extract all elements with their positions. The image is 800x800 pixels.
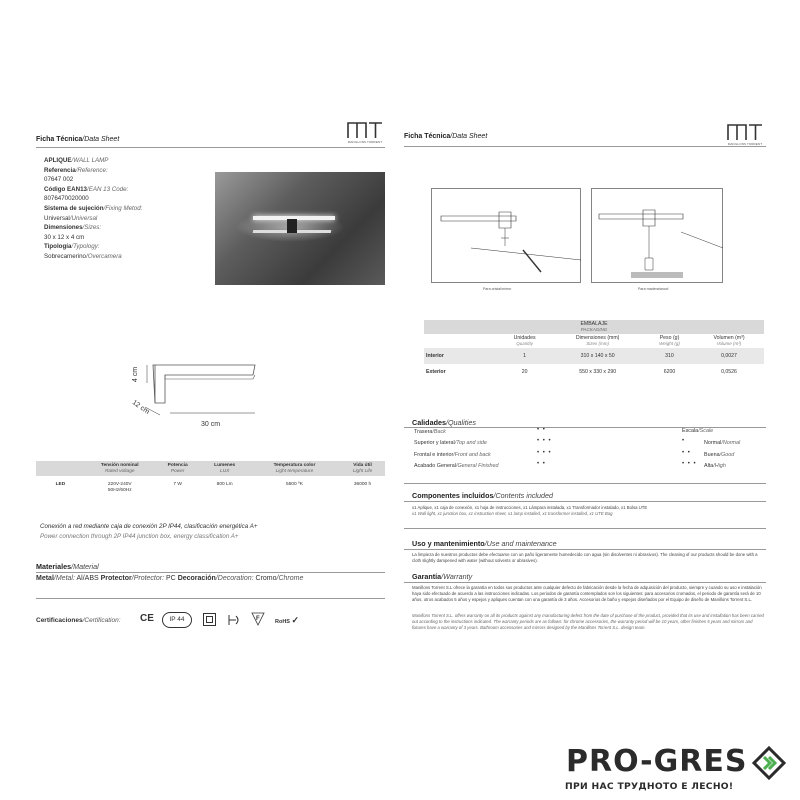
ip44-badge: IP 44 (162, 612, 192, 628)
maintenance-title: Uso y mantenimiento/Use and maintenance (412, 539, 557, 548)
scale-high: Alta/High (704, 463, 726, 469)
pk-th-weight: Peso (g) Weight (g) (659, 335, 680, 346)
maintenance-text: La limpieza de nuestros productos debe efectuarse con un paño ligeramente humedecido con agua (sin disolventes ni abrasivos). The cleaning of our products should be done with a cloth slightly dampened with water (without solvents or abrasives). (412, 552, 758, 563)
logo-subtitle: MANILLONS TORRENT (347, 140, 383, 144)
typology-label: Tipología/Typology: (44, 243, 100, 251)
ref-label: Referencia/Reference: (44, 166, 108, 174)
maintenance-rule (404, 549, 766, 550)
progres-tagline: ПРИ НАС ТРУДНОТО Е ЛЕСНО! (565, 781, 734, 792)
progres-logo-icon (752, 746, 786, 780)
fixing-value: Universal/Universal (44, 214, 98, 222)
materials-title: Materiales/Material (36, 562, 99, 571)
sizes-label: Dimensiones/Sizes: (44, 224, 102, 232)
right-header-rule (404, 146, 766, 147)
ean-label: Código EAN13/EAN 13 Code: (44, 185, 129, 193)
product-photo (215, 172, 385, 285)
fixing-label: Sistema de sujeción/Fixing Metod: (44, 204, 143, 212)
dim-width: 30 cm (201, 421, 221, 428)
product-info (44, 156, 142, 262)
f-mark-icon (250, 611, 266, 627)
dim-depth: 12 cm (130, 399, 151, 416)
th-voltage: Tensión nominal Rated voltage (85, 461, 155, 476)
ref-value: 07647 002 (44, 176, 74, 184)
install-mirror-drawing (431, 188, 581, 283)
right-brand-logo (725, 122, 765, 148)
quality-back: Trasera/Back (414, 429, 446, 435)
spec-table-row: LED 220V-240V 50Hz/60Hz 7 W 800 Lm 5500 ºK 36000 h (55, 482, 372, 493)
quality-front: Frontal e interior/Front and back (414, 452, 491, 458)
materials-line: Metal/Metal: Al/ABS Protector/Protector: PC Decoración/Decoration: Cromo/Chrome (36, 575, 304, 582)
caption-wood: Para madera/wood (638, 287, 669, 291)
materials-rule (36, 572, 385, 573)
components-top-rule (404, 483, 766, 484)
connection-en: Power connection through 2P IP44 junction box, energy classification A+ (40, 533, 239, 540)
quality-back-dots: • • (537, 427, 546, 433)
ce-mark-icon: CE (140, 613, 154, 624)
th-life: Vida útil Light Life (340, 461, 385, 476)
components-es: x1 Aplique, x1 caja de conexión, x1 hoja de instrucciones, x1 Lámpara instalada, x1 Transformador instalado, x1 Bolsa UTE (412, 505, 648, 510)
left-header-rule (36, 147, 385, 148)
packaging-table (424, 320, 764, 380)
progres-brand: PRO-GRES (566, 744, 748, 779)
scale-high-dots: • • • (682, 461, 697, 467)
sizes-value: 30 x 12 x 4 cm (44, 233, 85, 241)
packaging-header (424, 334, 764, 348)
logo-subtitle: MANILLONS TORRENT (727, 142, 763, 146)
warranty-en: Manillons Torrent S.L. offers warranty on all its products against any manufacturing defect from the date of purchase of the product, provided that its use and installation has been carried out according to the instructions indicated. The warranty periods are as follows: for chrome accessories, the warranty period will be 10 years, other finishes 5 years and mirrors and fixtures have a warranty of 3 years. Bathroom accessories and mirrors designed by the Manillons Torrent S.L. design team. (412, 613, 764, 630)
packaging-row-exterior: Exterior 20 550 x 330 x 290 6200 0,0526 (426, 369, 737, 375)
pk-th-qty: Unidades Quantity (513, 335, 536, 346)
quality-general-dots: • • (537, 461, 546, 467)
quality-general: Acabado General/General Finished (414, 463, 499, 469)
typology-value: Sobrecamerino/Overcamera (44, 252, 122, 260)
connection-es: Conexión a red mediante caja de conexión 2P IP44, clasificación energética A+ (40, 523, 258, 530)
components-rule (404, 501, 766, 502)
th-temp: Temperatura color Light temperature (249, 461, 340, 476)
caption-mirror: Para cristal/mirror (483, 287, 512, 291)
cert-rule (36, 598, 385, 599)
scale-normal: Normal/Normal (704, 440, 741, 446)
right-header-title: Ficha Técnica/Data Sheet (404, 133, 488, 140)
components-en: x1 Wall light, x1 junction box, x1 instruction sheet, x1 lamp installed, x1 transformer installed, x1 UTE Bag (412, 511, 613, 516)
mt-logo-icon (345, 120, 385, 140)
product-name: APLIQUE/WALL LAMP (44, 157, 109, 164)
left-header-title: Ficha Técnica/Data Sheet (36, 136, 120, 143)
qualities-title: Calidades/Qualities (412, 418, 476, 427)
ean-value: 8076470020000 (44, 195, 89, 203)
th-lumens: Lumenes LUX (201, 461, 249, 476)
quality-top: Superior y lateral/Top and side (414, 440, 487, 446)
spec-table-header (36, 461, 385, 476)
scale-good: Buena/Good (704, 452, 735, 458)
pk-th-size: Dimensiones (mm) Sizes (mm) (575, 335, 620, 346)
packaging-title: EMBALAJE PACKAGING (424, 320, 764, 334)
dim-height: 4 cm (132, 366, 140, 383)
install-wood-drawing (591, 188, 723, 283)
cert-label: Certificaciones/Certification: (36, 617, 121, 624)
warranty-title: Garantía/Warranty (412, 572, 473, 581)
left-brand-logo (345, 120, 385, 146)
class-ii-icon (203, 613, 216, 626)
warranty-es: Manillons Torrent S.L ofrece la garantía en todos sus productos ante cualquier defecto de fabricación desde la fecha de adquisición del producto, siempre y cuando su uso e instalación haya sido efectuado de acuerdo a las instrucciones indicadas. Los periodos de garantía contemplados son los siguientes: para accesorios cromados, el periodo de garantía será de 10 años, otros acabados 5 años y espejos y apliques cuentan con una garantía de 3 años. Accesorios de baño y espejos diseñados por el Equipo de diseño de Manillons Torrent S.L. (412, 585, 762, 602)
rohs-icon: RoHS ✓ (275, 615, 300, 625)
quality-top-dots: • • • (537, 438, 552, 444)
components-title: Componentes incluidos/Contents included (412, 491, 554, 500)
mt-logo-icon (725, 122, 765, 142)
lamp-symbol-icon (226, 612, 242, 628)
packaging-row-interior: Interior 1 310 x 140 x 50 310 0,0027 (424, 348, 764, 364)
pk-th-volume: Volumen (m³) Volume (m³) (713, 335, 745, 346)
quality-front-dots: • • • (537, 450, 552, 456)
warranty-rule (404, 582, 766, 583)
spec-table (36, 461, 385, 500)
svg-text:F: F (256, 616, 260, 622)
scale-normal-dots: • (682, 438, 686, 444)
scale-good-dots: • • (682, 450, 691, 456)
th-power: Potencia Power (155, 461, 201, 476)
maintenance-top-rule (404, 528, 766, 529)
scale-title: Escala/Scale (682, 428, 714, 434)
